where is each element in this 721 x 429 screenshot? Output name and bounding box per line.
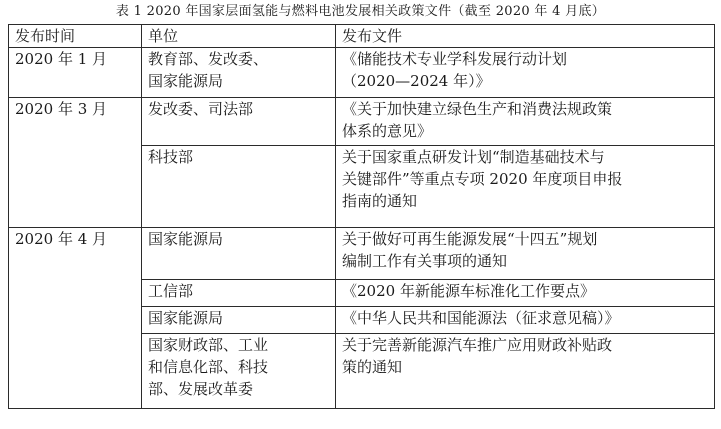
document-cell: 《关于加快建立绿色生产和消费法规政策 体系的意见》 bbox=[336, 98, 715, 146]
release-time-cell: 2020 年 3 月 bbox=[9, 98, 142, 228]
release-time-cell: 2020 年 1 月 bbox=[9, 48, 142, 98]
document-cell: 关于完善新能源汽车推广应用财政补贴政 策的通知 bbox=[336, 334, 715, 409]
table-row bbox=[9, 48, 715, 98]
document-cell: 《储能技术专业学科发展行动计划 （2020—2024 年）》 bbox=[336, 48, 715, 98]
table-caption: 表 1 2020 年国家层面氢能与燃料电池发展相关政策文件（截至 2020 年 4 月底） bbox=[115, 4, 606, 19]
header-release-time: 发布时间 bbox=[9, 25, 142, 48]
document-cell: 关于国家重点研发计划“制造基础技术与 关键部件”等重点专项 2020 年度项目申报 指南的通知 bbox=[336, 146, 715, 228]
header-unit: 单位 bbox=[142, 25, 336, 48]
unit-cell: 发改委、司法部 bbox=[142, 98, 336, 146]
unit-cell: 工信部 bbox=[142, 280, 336, 307]
document-cell: 关于做好可再生能源发展“十四五”规划 编制工作有关事项的通知 bbox=[336, 228, 715, 280]
table-row bbox=[9, 228, 715, 280]
unit-cell: 科技部 bbox=[142, 146, 336, 228]
document-cell: 《2020 年新能源车标准化工作要点》 bbox=[336, 280, 715, 307]
unit-cell: 国家能源局 bbox=[142, 228, 336, 280]
table-row bbox=[9, 98, 715, 146]
table-header-row bbox=[9, 25, 715, 48]
release-time-cell: 2020 年 4 月 bbox=[9, 228, 142, 409]
unit-cell: 国家财政部、工业 和信息化部、科技 部、发展改革委 bbox=[142, 334, 336, 409]
unit-cell: 教育部、发改委、 国家能源局 bbox=[142, 48, 336, 98]
header-document: 发布文件 bbox=[336, 25, 715, 48]
unit-cell: 国家能源局 bbox=[142, 307, 336, 334]
document-cell: 《中华人民共和国能源法（征求意见稿）》 bbox=[336, 307, 715, 334]
policy-table bbox=[8, 24, 715, 409]
